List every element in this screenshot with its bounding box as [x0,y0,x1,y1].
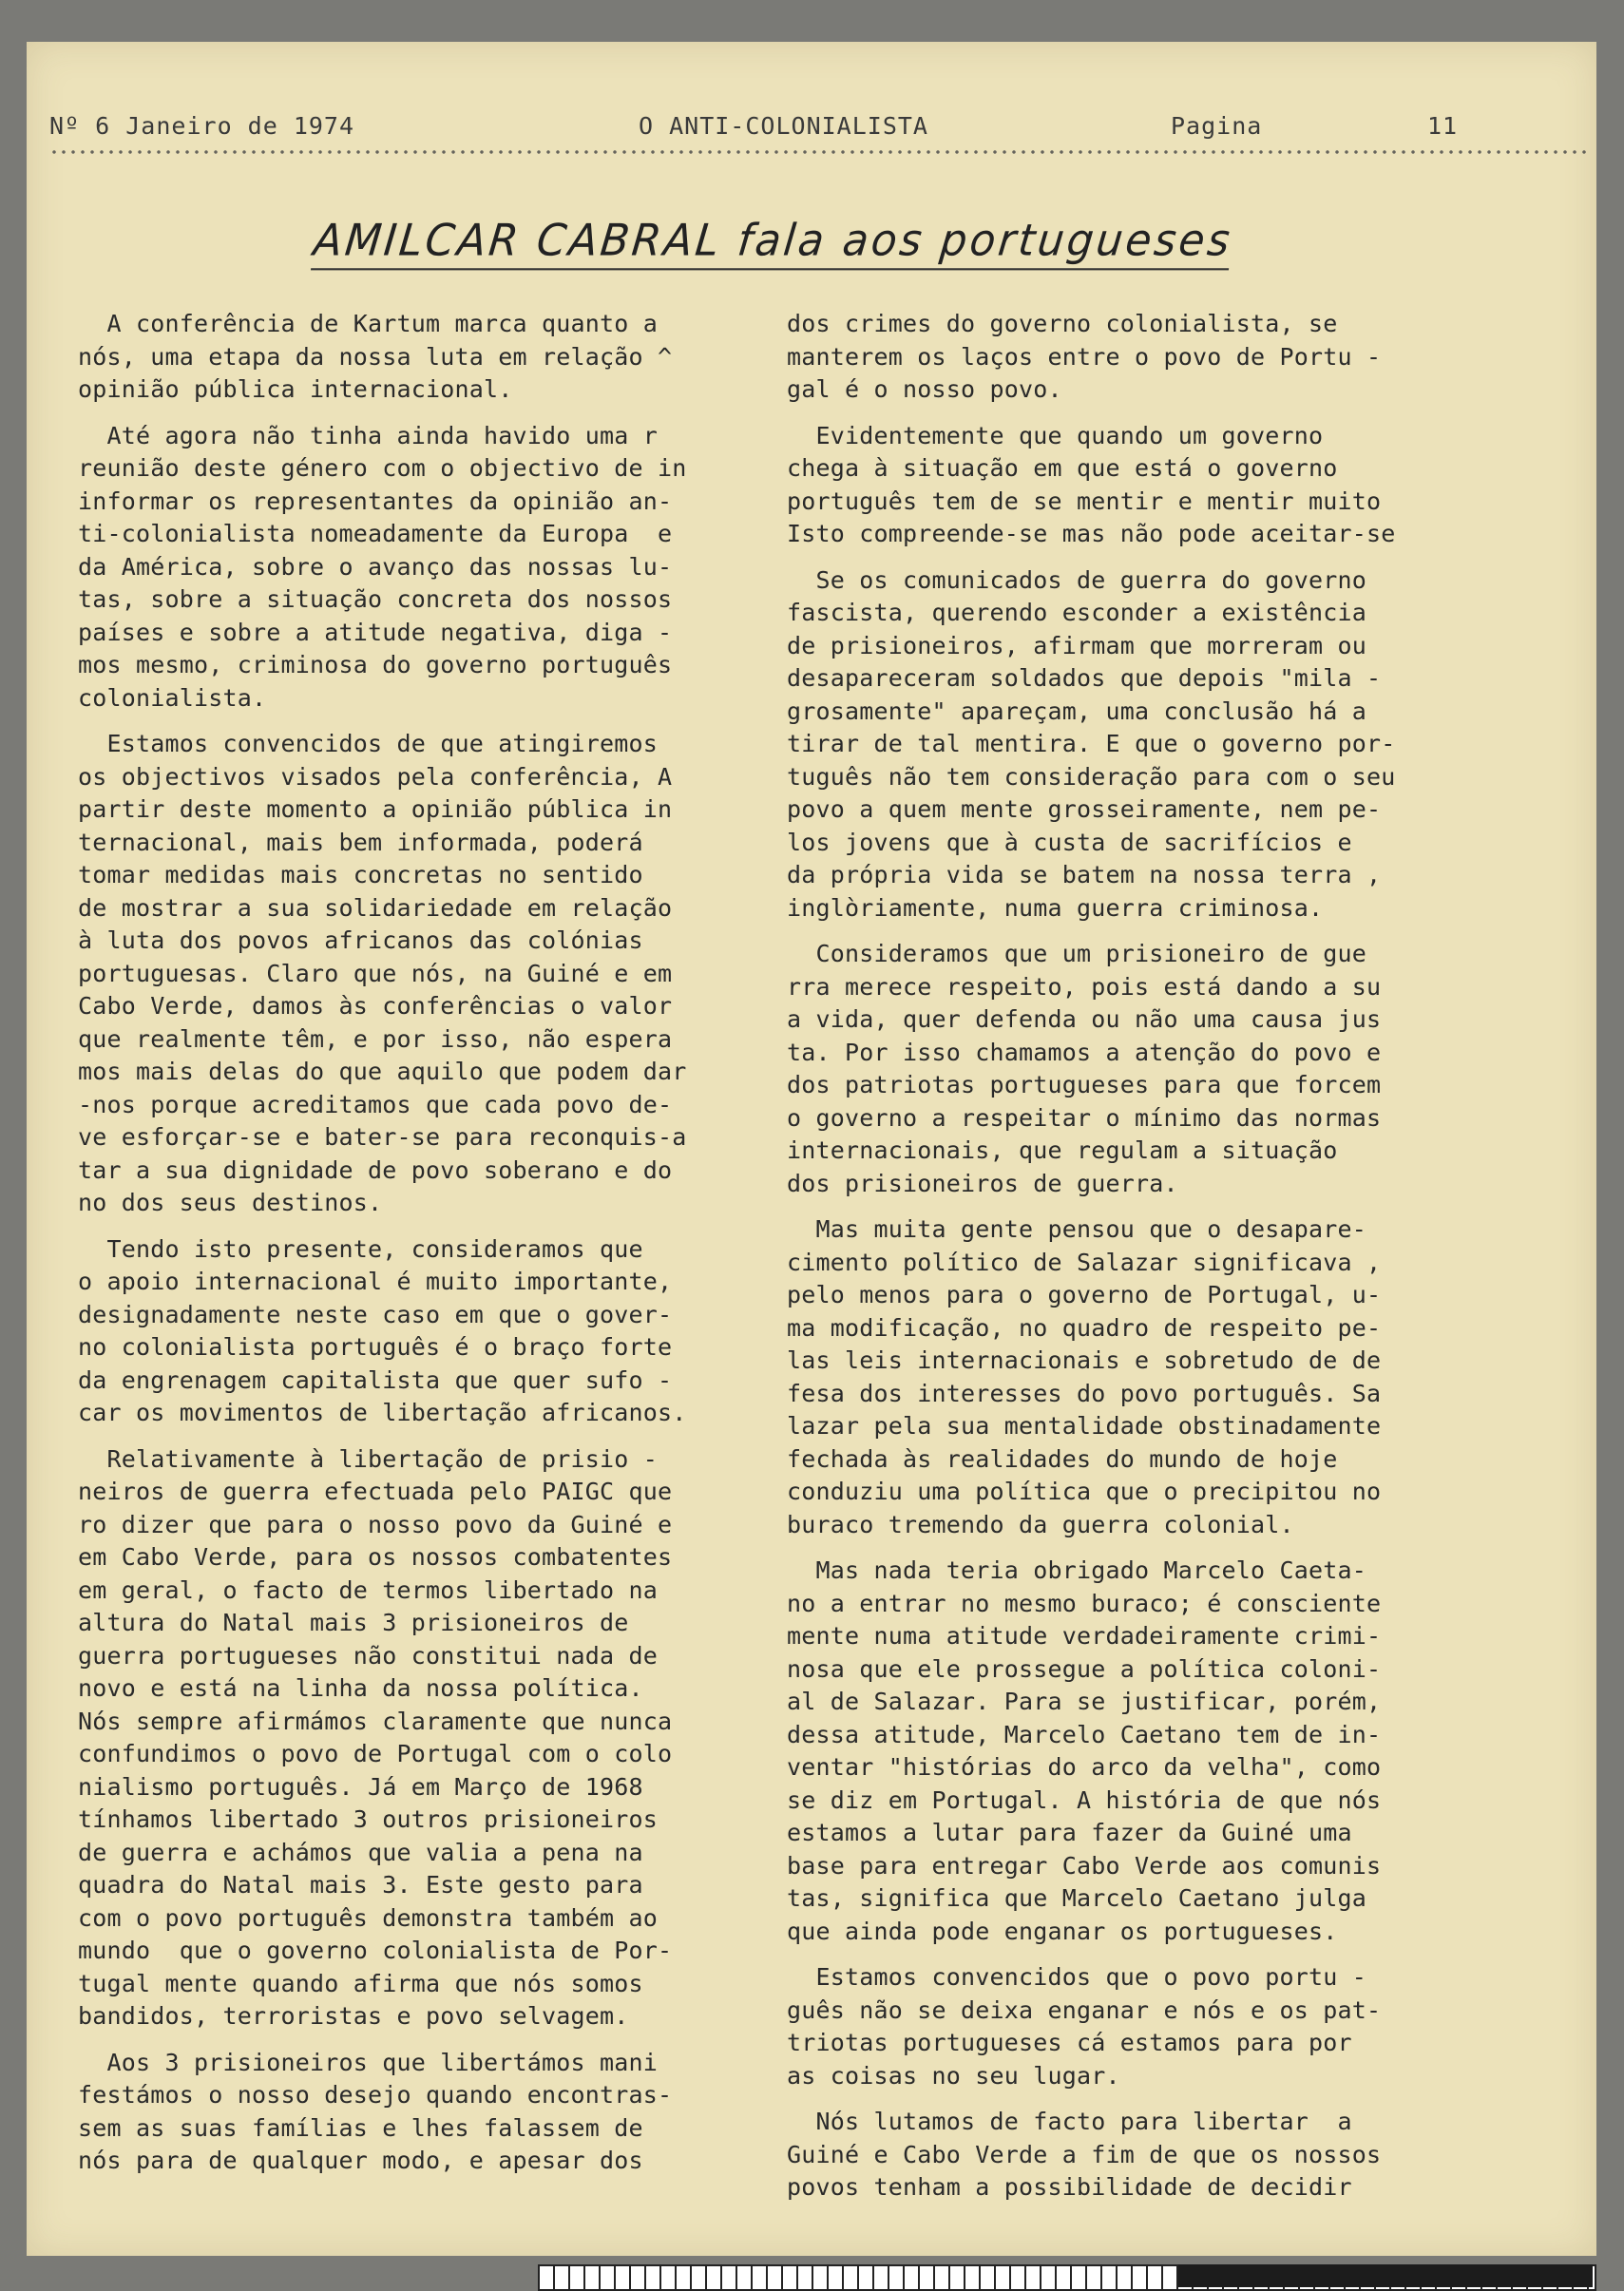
paragraph: Estamos convencidos que o povo portu - guês não se deixa enganar e nós e os pat- triotas portugueses cá estamos para por as coisas no seu lugar. [787,1963,1382,2090]
publication-name: O ANTI-COLONIALISTA [639,112,928,140]
paragraph: Se os comunicados de guerra do governo fascista, querendo esconder a existência de prisioneiros, afirmam que morreram ou desapareceram soldados que depois "mila - grosamente" apareçam, uma conclusão há a tirar de tal mentira. E que o governo por- tuguês não tem consideração para com o seu povo a quem mente grosseiramente, nem pe- los jovens que à custa de sacrifícios e da própria vida se batem na nossa terra , inglòriamente, numa guerra criminosa. [787,565,1396,922]
paragraph: Relativamente à libertação de prisio - neiros de guerra efectuada pelo PAIGC que ro dizer que para o nosso povo da Guiné e em Cabo Verde, para os nossos combatentes em geral, o facto de termos libertado na altura do Natal mais 3 prisioneiros de guerra portugueses não constitui nada de novo e está na linha da nossa política. Nós sempre afirmámos claramente que nunca confundimos o povo de Portugal com o colo nialismo português. Já em Março de 1968 tínhamos libertado 3 outros prisioneiros de guerra e achámos que valia a pena na quadra do Natal mais 3. Este gesto para com o povo português demonstra também ao mundo que o governo colonialista de Por- tugal mente quando afirma que nós somos bandidos, terroristas e povo selvagem. [78,1444,673,2030]
paragraph: Evidentemente que quando um governo chega à situação em que está o governo português tem de se mentir e mentir muito Isto compreende-se mas não pode aceitar-se [787,421,1396,547]
scale-ruler-dark-segment [1178,2264,1593,2287]
page-number: 11 [1427,112,1459,140]
paragraph: Consideramos que um prisioneiro de gue rra merece respeito, pois está dando a su a vida, quer defenda ou não uma causa jus ta. Por isso chamamos a atenção do povo e dos patriotas portugueses para que forcem o governo a respeitar o mínimo das normas internacionais, que regulam a situação dos prisioneiros de guerra. [787,940,1382,1197]
paragraph: A conferência de Kartum marca quanto a nós, uma etapa da nossa luta em relação ^ opinião pública internacional. [78,310,673,403]
paragraph: Estamos convencidos de que atingiremos os objectivos visados pela conferência, A partir deste momento a opinião pública in ternacional, mais bem informada, poderá tomar medidas mais concretas no sentido de mostrar a sua solidariedade em relação à luta dos povos africanos das colónias portuguesas. Claro que nós, na Guiné e em Cabo Verde, damos às conferências o valor que realmente têm, e por isso, não espera mos mais delas do que aquilo que podem dar -nos porque acreditamos que cada povo de- ve esforçar-se e bater-se para reconquis-a tar a sua dignidade de povo soberano e do no dos seus destinos. [78,730,687,1216]
paragraph: Mas nada teria obrigado Marcelo Caeta- no a entrar no mesmo buraco; é consciente mente numa atitude verdadeiramente crimi- nosa que ele prossegue a política coloni- al de Salazar. Para se justificar, porém, dessa atitude, Marcelo Caetano tem de in- ventar "histórias do arco da velha", como se diz em Portugal. A história de que nós estamos a lutar para fazer da Guiné uma base para entregar Cabo Verde aos comunis tas, significa que Marcelo Caetano julga que ainda pode enganar os portugueses. [787,1556,1382,1945]
page-label: Pagina [1171,112,1263,140]
paragraph: Até agora não tinha ainda havido uma r reunião deste género com o objectivo de in informar os representantes da opinião an- ti-colonialista nomeadamente da Europa e da América, sobre o avanço das nossas lu- tas, sobre a situação concreta dos nossos países e sobre a atitude negativa, diga - mos mesmo, criminosa do governo português colonialista. [78,421,687,712]
dotted-divider [49,150,1586,154]
left-column [78,308,776,2191]
issue-date: Nº 6 Janeiro de 1974 [49,112,355,140]
paragraph: dos crimes do governo colonialista, se manterem os laços entre o povo de Portu - gal é o nosso povo. [787,310,1382,403]
page-header [49,112,1586,140]
article-title: AMILCAR CABRAL fala aos portugueses [311,216,1234,271]
paragraph: Aos 3 prisioneiros que libertámos mani festámos o nosso desejo quando encontras- sem as suas famílias e lhes falassem de nós para de qualquer modo, e apesar dos [78,2048,673,2174]
right-column [787,308,1495,2218]
paragraph: Mas muita gente pensou que o desapare- cimento político de Salazar significava , pelo menos para o governo de Portugal, u- ma modificação, no quadro de respeito pe- las leis internacionais e sobretudo de de fesa dos interesses do povo português. Sa lazar pela sua mentalidade obstinadamente fechada às realidades do mundo de hoje conduziu uma política que o precipitou no buraco tremendo da guerra colonial. [787,1215,1382,1538]
paragraph: Nós lutamos de facto para libertar a Guiné e Cabo Verde a fim de que os nossos povos tenham a possibilidade de decidir [787,2108,1382,2201]
paragraph: Tendo isto presente, consideramos que o apoio internacional é muito importante, designadamente neste caso em que o gover- no colonialista português é o braço forte da engrenagem capitalista que quer sufo - car os movimentos de libertação africanos. [78,1234,687,1426]
